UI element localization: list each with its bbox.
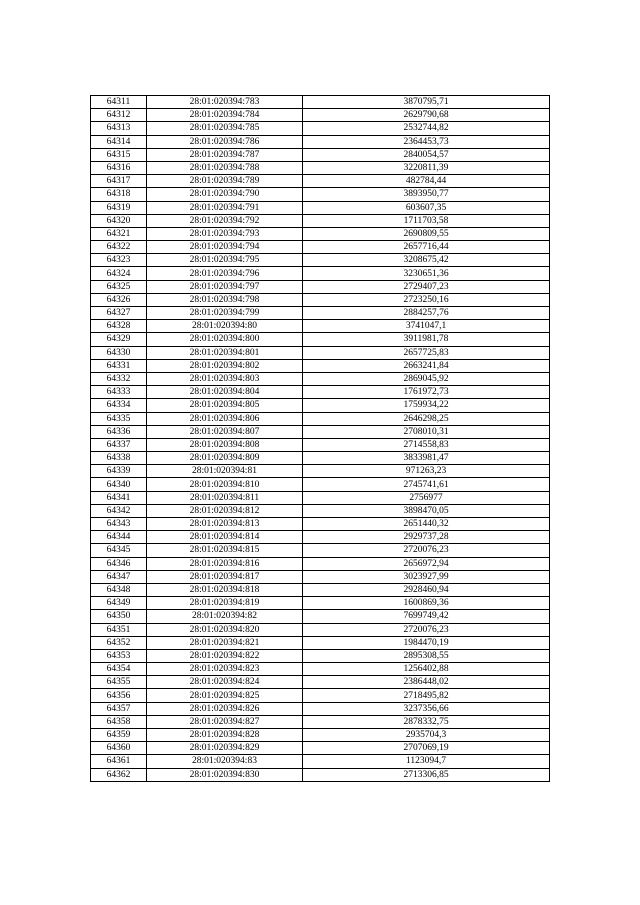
value-cell: 2718495,82 — [303, 689, 550, 702]
value-cell: 1256402,88 — [303, 663, 550, 676]
table-row — [91, 227, 550, 240]
cadastral-number-cell: 28:01:020394:81 — [147, 465, 303, 478]
cadastral-number-cell: 28:01:020394:816 — [147, 557, 303, 570]
value-cell: 2745741,61 — [303, 478, 550, 491]
table-row — [91, 597, 550, 610]
row-number-cell: 64349 — [91, 597, 147, 610]
table-row — [91, 293, 550, 306]
cadastral-number-cell: 28:01:020394:823 — [147, 663, 303, 676]
table-row — [91, 254, 550, 267]
cadastral-number-cell: 28:01:020394:818 — [147, 583, 303, 596]
row-number-cell: 64311 — [91, 96, 147, 109]
table-row — [91, 320, 550, 333]
value-cell: 3870795,71 — [303, 96, 550, 109]
table-row — [91, 425, 550, 438]
table-row — [91, 491, 550, 504]
table-row — [91, 452, 550, 465]
row-number-cell: 64346 — [91, 557, 147, 570]
table-row — [91, 201, 550, 214]
cadastral-number-cell: 28:01:020394:829 — [147, 742, 303, 755]
cadastral-number-cell: 28:01:020394:814 — [147, 531, 303, 544]
table-row — [91, 742, 550, 755]
row-number-cell: 64322 — [91, 241, 147, 254]
row-number-cell: 64343 — [91, 518, 147, 531]
value-cell: 3237356,66 — [303, 702, 550, 715]
cadastral-number-cell: 28:01:020394:82 — [147, 610, 303, 623]
cadastral-number-cell: 28:01:020394:821 — [147, 636, 303, 649]
cadastral-number-cell: 28:01:020394:828 — [147, 729, 303, 742]
cadastral-number-cell: 28:01:020394:825 — [147, 689, 303, 702]
cadastral-number-cell: 28:01:020394:805 — [147, 399, 303, 412]
cadastral-number-cell: 28:01:020394:794 — [147, 241, 303, 254]
row-number-cell: 64356 — [91, 689, 147, 702]
value-cell: 1759934,22 — [303, 399, 550, 412]
cadastral-number-cell: 28:01:020394:784 — [147, 109, 303, 122]
row-number-cell: 64353 — [91, 649, 147, 662]
value-cell: 3230651,36 — [303, 267, 550, 280]
cadastral-number-cell: 28:01:020394:786 — [147, 135, 303, 148]
table-row — [91, 636, 550, 649]
table-row — [91, 649, 550, 662]
cadastral-number-cell: 28:01:020394:798 — [147, 293, 303, 306]
table-row — [91, 175, 550, 188]
cadastral-number-cell: 28:01:020394:803 — [147, 372, 303, 385]
table-row — [91, 148, 550, 161]
value-cell: 2713306,85 — [303, 768, 550, 781]
table-row — [91, 188, 550, 201]
cadastral-number-cell: 28:01:020394:820 — [147, 623, 303, 636]
table-row — [91, 702, 550, 715]
table-row — [91, 689, 550, 702]
row-number-cell: 64360 — [91, 742, 147, 755]
value-cell: 2386448,02 — [303, 676, 550, 689]
value-cell: 1600869,36 — [303, 597, 550, 610]
table-row — [91, 755, 550, 768]
table-row — [91, 557, 550, 570]
value-cell: 1123094,7 — [303, 755, 550, 768]
row-number-cell: 64316 — [91, 161, 147, 174]
value-cell: 3833981,47 — [303, 452, 550, 465]
value-cell: 2878332,75 — [303, 715, 550, 728]
row-number-cell: 64339 — [91, 465, 147, 478]
table-row — [91, 676, 550, 689]
value-cell: 2840054,57 — [303, 148, 550, 161]
row-number-cell: 64350 — [91, 610, 147, 623]
row-number-cell: 64348 — [91, 583, 147, 596]
table-row — [91, 478, 550, 491]
table-row — [91, 135, 550, 148]
row-number-cell: 64344 — [91, 531, 147, 544]
cadastral-number-cell: 28:01:020394:797 — [147, 280, 303, 293]
value-cell: 1984470,19 — [303, 636, 550, 649]
value-cell: 2707069,19 — [303, 742, 550, 755]
cadastral-number-cell: 28:01:020394:795 — [147, 254, 303, 267]
table-row — [91, 412, 550, 425]
row-number-cell: 64324 — [91, 267, 147, 280]
row-number-cell: 64361 — [91, 755, 147, 768]
row-number-cell: 64334 — [91, 399, 147, 412]
row-number-cell: 64345 — [91, 544, 147, 557]
value-cell: 2723250,16 — [303, 293, 550, 306]
cadastral-number-cell: 28:01:020394:819 — [147, 597, 303, 610]
value-cell: 3208675,42 — [303, 254, 550, 267]
cadastral-number-cell: 28:01:020394:83 — [147, 755, 303, 768]
value-cell: 2714558,83 — [303, 438, 550, 451]
row-number-cell: 64351 — [91, 623, 147, 636]
cadastral-number-cell: 28:01:020394:824 — [147, 676, 303, 689]
table-row — [91, 610, 550, 623]
value-cell: 971263,23 — [303, 465, 550, 478]
cadastral-number-cell: 28:01:020394:800 — [147, 333, 303, 346]
value-cell: 3911981,78 — [303, 333, 550, 346]
value-cell: 2720076,23 — [303, 623, 550, 636]
value-cell: 3741047,1 — [303, 320, 550, 333]
cadastral-number-cell: 28:01:020394:807 — [147, 425, 303, 438]
value-cell: 2657725,83 — [303, 346, 550, 359]
row-number-cell: 64317 — [91, 175, 147, 188]
table-row — [91, 109, 550, 122]
cadastral-number-cell: 28:01:020394:809 — [147, 452, 303, 465]
row-number-cell: 64362 — [91, 768, 147, 781]
cadastral-number-cell: 28:01:020394:790 — [147, 188, 303, 201]
value-cell: 2895308,55 — [303, 649, 550, 662]
value-cell: 2651440,32 — [303, 518, 550, 531]
row-number-cell: 64338 — [91, 452, 147, 465]
cadastral-number-cell: 28:01:020394:826 — [147, 702, 303, 715]
value-cell: 2532744,82 — [303, 122, 550, 135]
value-cell: 2929737,28 — [303, 531, 550, 544]
table-row — [91, 96, 550, 109]
value-cell: 2708010,31 — [303, 425, 550, 438]
value-cell: 3893950,77 — [303, 188, 550, 201]
row-number-cell: 64328 — [91, 320, 147, 333]
table-row — [91, 715, 550, 728]
cadastral-number-cell: 28:01:020394:806 — [147, 412, 303, 425]
table-row — [91, 399, 550, 412]
value-cell: 482784,44 — [303, 175, 550, 188]
cadastral-number-cell: 28:01:020394:796 — [147, 267, 303, 280]
table-row — [91, 531, 550, 544]
value-cell: 2869045,92 — [303, 372, 550, 385]
table-row — [91, 122, 550, 135]
row-number-cell: 64315 — [91, 148, 147, 161]
row-number-cell: 64331 — [91, 359, 147, 372]
value-cell: 3220811,39 — [303, 161, 550, 174]
value-cell: 1711703,58 — [303, 214, 550, 227]
row-number-cell: 64335 — [91, 412, 147, 425]
row-number-cell: 64333 — [91, 386, 147, 399]
cadastral-number-cell: 28:01:020394:787 — [147, 148, 303, 161]
row-number-cell: 64347 — [91, 570, 147, 583]
table-row — [91, 346, 550, 359]
cadastral-number-cell: 28:01:020394:801 — [147, 346, 303, 359]
value-cell: 2646298,25 — [303, 412, 550, 425]
row-number-cell: 64355 — [91, 676, 147, 689]
table-row — [91, 623, 550, 636]
row-number-cell: 64342 — [91, 504, 147, 517]
row-number-cell: 64318 — [91, 188, 147, 201]
table-row — [91, 359, 550, 372]
cadastral-number-cell: 28:01:020394:812 — [147, 504, 303, 517]
table-row — [91, 161, 550, 174]
cadastral-number-cell: 28:01:020394:792 — [147, 214, 303, 227]
row-number-cell: 64319 — [91, 201, 147, 214]
cadastral-number-cell: 28:01:020394:808 — [147, 438, 303, 451]
value-cell: 3898470,05 — [303, 504, 550, 517]
row-number-cell: 64337 — [91, 438, 147, 451]
cadastral-number-cell: 28:01:020394:817 — [147, 570, 303, 583]
cadastral-number-cell: 28:01:020394:783 — [147, 96, 303, 109]
cadastral-number-cell: 28:01:020394:791 — [147, 201, 303, 214]
row-number-cell: 64330 — [91, 346, 147, 359]
row-number-cell: 64314 — [91, 135, 147, 148]
value-cell: 2884257,76 — [303, 307, 550, 320]
table-row — [91, 518, 550, 531]
row-number-cell: 64327 — [91, 307, 147, 320]
cadastral-number-cell: 28:01:020394:785 — [147, 122, 303, 135]
value-cell: 2657716,44 — [303, 241, 550, 254]
table-row — [91, 267, 550, 280]
value-cell: 1761972,73 — [303, 386, 550, 399]
table-row — [91, 333, 550, 346]
cadastral-number-cell: 28:01:020394:802 — [147, 359, 303, 372]
value-cell: 2629790,68 — [303, 109, 550, 122]
value-cell: 2756977 — [303, 491, 550, 504]
row-number-cell: 64313 — [91, 122, 147, 135]
cadastral-value-table — [90, 95, 550, 782]
table-row — [91, 214, 550, 227]
row-number-cell: 64354 — [91, 663, 147, 676]
table-row — [91, 544, 550, 557]
table-row — [91, 583, 550, 596]
row-number-cell: 64357 — [91, 702, 147, 715]
cadastral-number-cell: 28:01:020394:789 — [147, 175, 303, 188]
cadastral-number-cell: 28:01:020394:822 — [147, 649, 303, 662]
table-row — [91, 241, 550, 254]
row-number-cell: 64358 — [91, 715, 147, 728]
value-cell: 2656972,94 — [303, 557, 550, 570]
row-number-cell: 64320 — [91, 214, 147, 227]
table-row — [91, 465, 550, 478]
cadastral-number-cell: 28:01:020394:827 — [147, 715, 303, 728]
cadastral-number-cell: 28:01:020394:830 — [147, 768, 303, 781]
row-number-cell: 64329 — [91, 333, 147, 346]
table-row — [91, 438, 550, 451]
table-row — [91, 663, 550, 676]
value-cell: 2663241,84 — [303, 359, 550, 372]
cadastral-number-cell: 28:01:020394:788 — [147, 161, 303, 174]
value-cell: 7699749,42 — [303, 610, 550, 623]
cadastral-number-cell: 28:01:020394:80 — [147, 320, 303, 333]
cadastral-number-cell: 28:01:020394:799 — [147, 307, 303, 320]
cadastral-number-cell: 28:01:020394:810 — [147, 478, 303, 491]
cadastral-number-cell: 28:01:020394:815 — [147, 544, 303, 557]
value-cell: 3023927,99 — [303, 570, 550, 583]
cadastral-number-cell: 28:01:020394:793 — [147, 227, 303, 240]
cadastral-number-cell: 28:01:020394:813 — [147, 518, 303, 531]
row-number-cell: 64341 — [91, 491, 147, 504]
table-row — [91, 504, 550, 517]
row-number-cell: 64321 — [91, 227, 147, 240]
cadastral-number-cell: 28:01:020394:811 — [147, 491, 303, 504]
table-row — [91, 280, 550, 293]
value-cell: 2720076,23 — [303, 544, 550, 557]
value-cell: 2729407,23 — [303, 280, 550, 293]
row-number-cell: 64326 — [91, 293, 147, 306]
row-number-cell: 64359 — [91, 729, 147, 742]
value-cell: 2928460,94 — [303, 583, 550, 596]
row-number-cell: 64312 — [91, 109, 147, 122]
row-number-cell: 64323 — [91, 254, 147, 267]
value-cell: 2690809,55 — [303, 227, 550, 240]
cadastral-number-cell: 28:01:020394:804 — [147, 386, 303, 399]
table-row — [91, 768, 550, 781]
row-number-cell: 64340 — [91, 478, 147, 491]
row-number-cell: 64332 — [91, 372, 147, 385]
table-row — [91, 570, 550, 583]
value-cell: 603607,35 — [303, 201, 550, 214]
value-cell: 2364453,73 — [303, 135, 550, 148]
table-row — [91, 729, 550, 742]
row-number-cell: 64325 — [91, 280, 147, 293]
table-row — [91, 372, 550, 385]
value-cell: 2935704,3 — [303, 729, 550, 742]
table-row — [91, 307, 550, 320]
table-row — [91, 386, 550, 399]
table-body — [91, 96, 550, 782]
row-number-cell: 64336 — [91, 425, 147, 438]
row-number-cell: 64352 — [91, 636, 147, 649]
